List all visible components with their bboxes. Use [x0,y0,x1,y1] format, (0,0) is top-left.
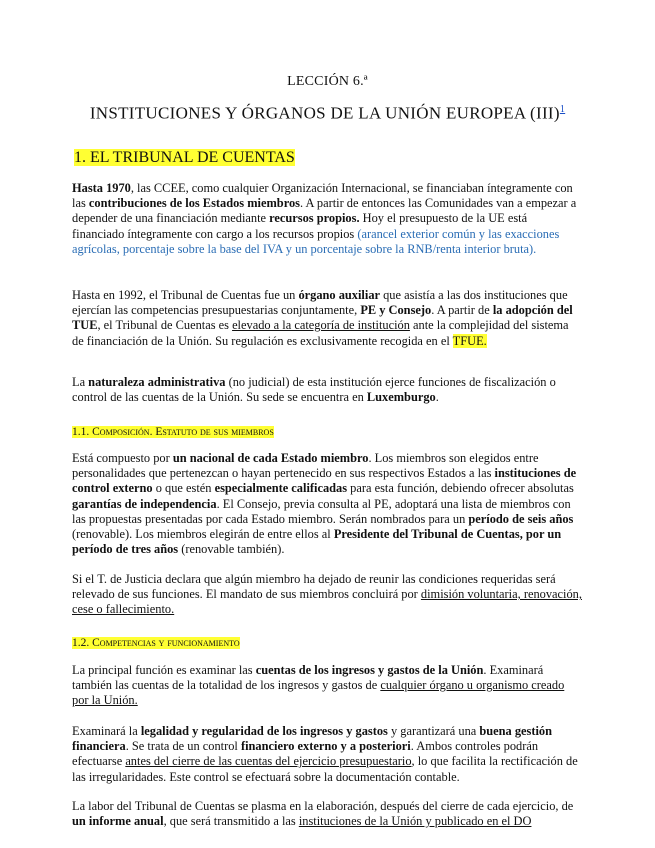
paragraph-dismissal: Si el T. de Justicia declara que algún miembro ha dejado de reunir las condiciones requeridas será relevado de sus funciones. El mandato de sus miembros concluirá por dimisión voluntaria, renovación, cese o fallecimiento. [72,572,582,617]
section-heading-composition: 1.1. Composición. Estatuto de sus miembros [72,426,274,438]
paragraph-report: La labor del Tribunal de Cuentas se plasma en la elaboración, después del cierre de cada ejercicio, de un informe anual, que será transmitido a las instituciones de la Unión y publicado en el DO [72,799,574,829]
paragraph-nature: La naturaleza administrativa (no judicial) de esta institución ejerce funciones de fiscalización o control de las cuentas de la Unión. Su sede se encuentra en Luxemburgo. [72,375,556,405]
paragraph-history: Hasta en 1992, el Tribunal de Cuentas fue un órgano auxiliar que asistía a las dos instituciones que ejercían las competencias presupuestarias conjuntamente, PE y Consejo. A partir de la adopción del TUE, el Tribunal de Cuentas es elevado a la categoría de institución ante la complejidad del sistema de financiación de la Unión. Su regulación es exclusivamente recogida en el TFUE. [72,288,573,348]
main-title-text: INSTITUCIONES Y ÓRGANOS DE LA UNIÓN EUROPEA (III) [89,103,560,123]
main-title [0,100,655,124]
paragraph-legality: Examinará la legalidad y regularidad de los ingresos y gastos y garantizará una buena gestión financiera. Se trata de un control financiero externo y a posteriori. Ambos controles podrán efectuarse antes del cierre de las cuentas del ejercicio presupuestario, lo que facilita la rectificación de las irregularidades. Este control se efectuará sobre la documentación contable. [72,724,578,784]
section-heading-competences: 1.2. Competencias y funcionamiento [72,637,240,649]
paragraph-composition: Está compuesto por un nacional de cada Estado miembro. Los miembros son elegidos entre personalidades que pertenezcan o hayan pertenecido en sus respectivos Estados a las instituciones de control externo o que estén especialmente calificadas para esta función, debiendo ofrecer absolutas garantías de independencia. El Consejo, previa consulta al PE, adoptará una lista de miembros con las propuestas presentadas por cada Estado miembro. Serán nombrados para un período de seis años (renovable). Los miembros elegirán de entre ellos al Presidente del Tribunal de Cuentas, por un período de tres años (renovable también). [72,451,577,557]
lesson-label: LECCIÓN 6.ª [287,74,368,89]
footnote-link[interactable]: 1 [559,104,566,115]
section-heading-tribunal: 1. EL TRIBUNAL DE CUENTAS [74,149,295,166]
paragraph-financing: Hasta 1970, las CCEE, como cualquier Organización Internacional, se financiaban íntegramente con las contribuciones de los Estados miembros. A partir de entonces las Comunidades van a empezar a depender de una financiación mediante recursos propios. Hoy el presupuesto de la UE está financiado íntegramente con cargo a los recursos propios (arancel exterior común y las exacciones agrícolas, porcentaje sobre la base del IVA y un porcentaje sobre la RNB/renta interior bruta). [72,181,577,256]
paragraph-functions: La principal función es examinar las cuentas de los ingresos y gastos de la Unión. Examinará también las cuentas de la totalidad de los ingresos y gastos de cualquier órgano u organismo creado por la Unión. [72,663,565,708]
